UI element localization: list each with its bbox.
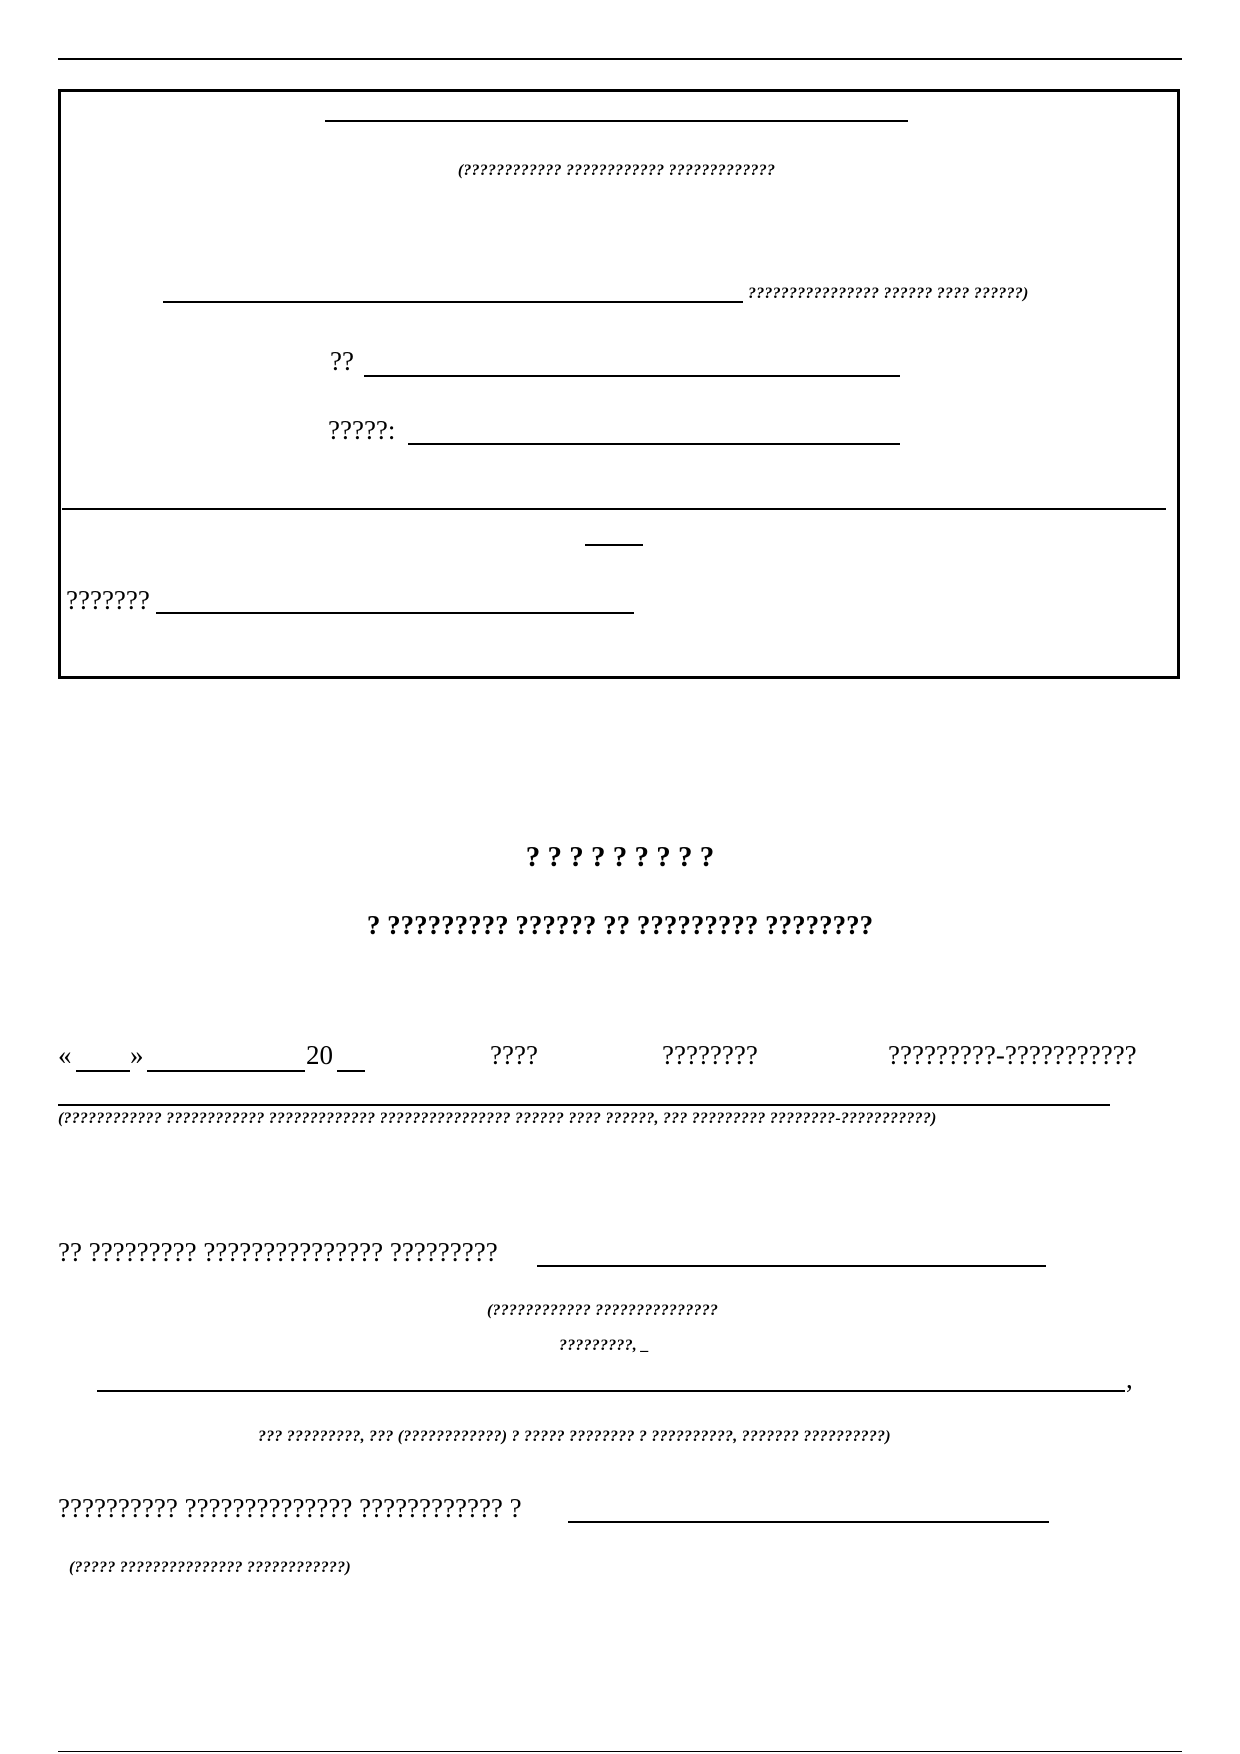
day-field[interactable] bbox=[76, 1070, 130, 1072]
document-title: ? ? ? ? ? ? ? ? ? bbox=[525, 841, 715, 873]
place-word-1: ???? bbox=[490, 1040, 538, 1070]
from-label: ?? bbox=[330, 346, 354, 376]
from-line[interactable] bbox=[364, 375, 900, 377]
line2-trailing-comma: , bbox=[1126, 1364, 1133, 1394]
organization-full-caption: (???????????? ???????????? ????????????? ???????????????? ?????? ???? ??????, ??? ????????? ????????-???????????) bbox=[58, 1110, 937, 1127]
frame-divider bbox=[62, 508, 1166, 510]
phone-line[interactable] bbox=[156, 612, 634, 614]
page-bottom-rule bbox=[58, 1751, 1182, 1752]
organization-name-line[interactable] bbox=[325, 120, 908, 122]
line2-note: ??? ?????????, ??? (????????????) ? ????? ???????? ? ??????????, ??????? ??????????) bbox=[258, 1428, 891, 1445]
month-field[interactable] bbox=[147, 1070, 305, 1072]
phone-label: ??????? bbox=[66, 585, 150, 615]
date-open-quote: « bbox=[58, 1040, 72, 1070]
year-field[interactable] bbox=[337, 1070, 365, 1072]
addressee-caption: ???????????????? ?????? ???? ??????) bbox=[748, 285, 1029, 302]
line3-caption: (????? ??????????????? ????????????) bbox=[69, 1559, 351, 1576]
address-label: ?????: bbox=[328, 415, 396, 445]
place-word-2: ???????? bbox=[662, 1040, 758, 1070]
small-center-line[interactable] bbox=[585, 544, 643, 546]
line3-field[interactable] bbox=[568, 1521, 1049, 1523]
organization-full-line[interactable] bbox=[58, 1104, 1110, 1106]
date-close-quote: » bbox=[130, 1040, 144, 1070]
place-word-3: ?????????-??????????? bbox=[888, 1040, 1137, 1070]
line3-label: ?????????? ?????????????? ???????????? ? bbox=[58, 1493, 522, 1523]
line1-caption: (???????????? ??????????????? bbox=[487, 1302, 719, 1319]
document-subtitle: ? ????????? ?????? ?? ????????? ???????? bbox=[366, 910, 874, 940]
line2-field[interactable] bbox=[97, 1390, 1125, 1392]
line1-field[interactable] bbox=[537, 1265, 1046, 1267]
page-top-rule bbox=[58, 58, 1182, 60]
addressee-name-line[interactable] bbox=[163, 301, 743, 303]
organization-caption: (???????????? ???????????? ????????????? bbox=[457, 162, 776, 179]
line1-label: ?? ????????? ??????????????? ????????? bbox=[58, 1237, 498, 1267]
line2-caption: ?????????, _ bbox=[559, 1337, 650, 1354]
year-prefix: 20 bbox=[306, 1040, 333, 1070]
address-line[interactable] bbox=[408, 443, 900, 445]
